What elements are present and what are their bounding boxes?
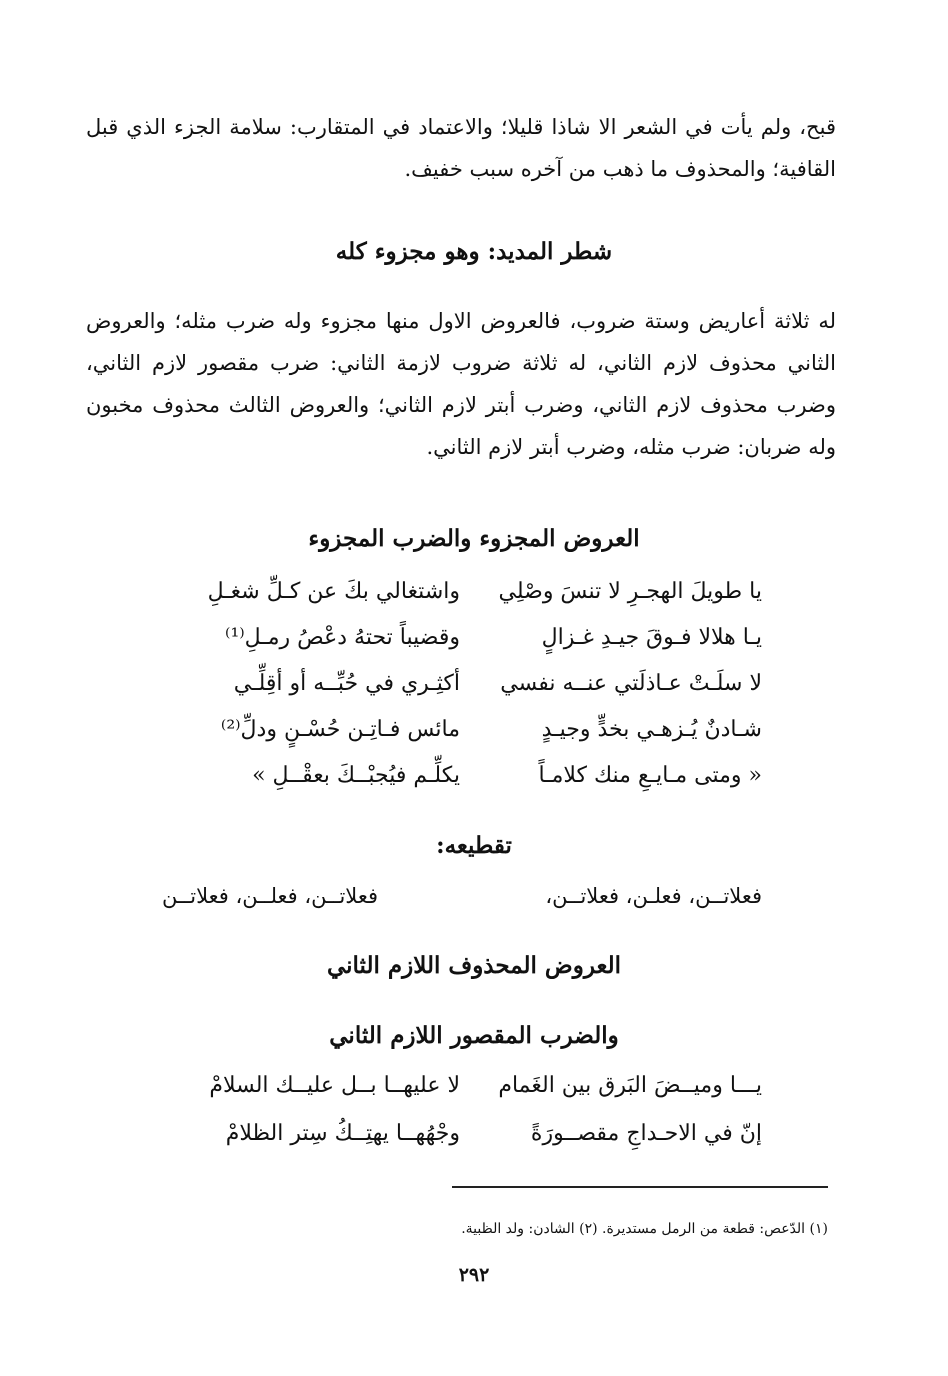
poem1-first-hemistich: يـا هلالا فـوقَ جيـدِ غـزالٍ <box>541 625 762 650</box>
taqtia-line <box>162 876 762 916</box>
poem1-second-hemistich: أكثِـري في حُبِّــه أو أقِلِّـي <box>233 671 460 696</box>
poem1-verse <box>0 710 948 750</box>
poem1-second-hemistich: وقضيباً تحتهُ دعْصُ رمـلِ⁽¹⁾ <box>225 625 460 650</box>
section-paragraph: له ثلاثة أعاريض وستة ضروب، فالعروض الاول منها مجزوء وله ضرب مثله؛ والعروض الثاني محذوف لازم الثاني، له ثلاثة ضروب لازمة الثاني: ضرب مقصور لازم الثاني، وضرب محذوف لازم الثاني، وضرب أبتر لازم الثاني؛ والعروض الثالث محذوف مخبون وله ضربان: ضرب مثله، وضرب أبتر لازم الثاني. <box>86 309 836 459</box>
footnotes: (١) الدّعص: قطعة من الرمل مستديرة. (٢) الشادن: ولد الظبية. <box>461 1221 828 1237</box>
poem1-verse <box>0 618 948 658</box>
poem1-second-hemistich: مائس فـاتِـن حُسْـنٍ ودلِّ⁽²⁾ <box>220 717 460 742</box>
poem2-verse <box>0 1066 948 1106</box>
poem1-second-hemistich: واشتغالي بكَ عن كـلِّ شغـلِ <box>207 579 460 604</box>
poem1-verse <box>0 756 948 796</box>
poem1-verse <box>0 572 948 612</box>
poem1-first-hemistich: لا سلَـتْ عـاذلَتي عنــه نفسي <box>500 671 762 696</box>
heading-maqsur: والضرب المقصور اللازم الثاني <box>329 1022 619 1049</box>
poem2-first-hemistich: يـــا وميــضَ البَرق بين الغَمام <box>498 1073 762 1098</box>
taqtia-first-half: فعلاتــن، فعلـن، فعلاتــن، <box>545 884 762 908</box>
poem2-second-hemistich: لا عليهــا بــل عليــك السلامْ <box>209 1073 460 1098</box>
poem1-first-hemistich: شـادنٌ يُـزهـي بخدٍّ وجيـدٍ <box>541 717 762 742</box>
poem1-verse <box>0 664 948 704</box>
heading-majzu: العروض المجزوء والضرب المجزوء <box>308 525 640 552</box>
taqtia-second-half: فعلاتــن، فعلــن، فعلاتــن <box>162 884 378 908</box>
poem1-first-hemistich: « ومتى مـايـعِ منك كلامـاً <box>538 763 762 788</box>
page-number: ٢٩٢ <box>458 1264 490 1286</box>
taqtia-heading: تقطيعه: <box>436 832 512 859</box>
poem2-verse <box>0 1114 948 1154</box>
footnote-divider <box>452 1186 828 1188</box>
intro-paragraph: قبح، ولم يأت في الشعر الا شاذا قليلا؛ والاعتماد في المتقارب: سلامة الجزء الذي قبل القافية؛ والمحذوف ما ذهب من آخره سبب خفيف. <box>86 115 836 181</box>
poem1-second-hemistich: يكلِّـم فيُجبْــكَ بعقْــلِ » <box>252 763 460 788</box>
heading-mahthuf: العروض المحذوف اللازم الثاني <box>326 952 622 979</box>
poem2-first-hemistich: إنّ في الاحـداجِ مقصــورَةً <box>530 1121 762 1146</box>
poem1-first-hemistich: يا طويلَ الهجـرِ لا تنسَ وصْلِي <box>498 579 762 604</box>
section-title: شطر المديد: وهو مجزوء كله <box>335 238 613 265</box>
poem2-second-hemistich: وجْهُهــا يهتِــكُ سِتر الظلامْ <box>225 1121 460 1146</box>
